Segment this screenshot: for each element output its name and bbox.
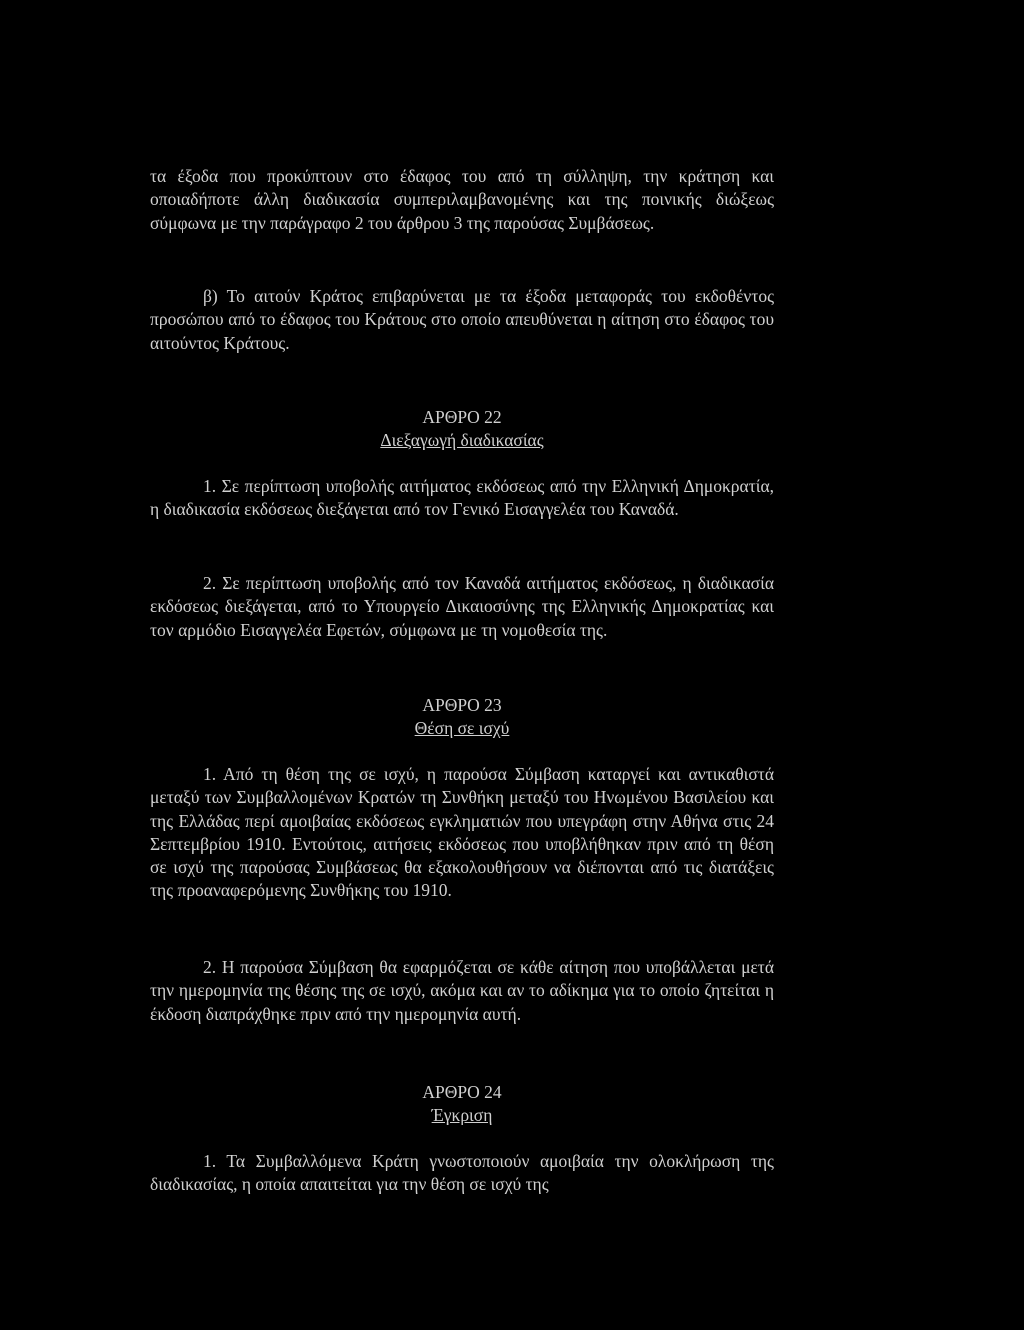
article-23-paragraph-1: 1. Από τη θέση της σε ισχύ, η παρούσα Σύμβαση καταργεί και αντικαθιστά μεταξύ των Συμβαλλομένων Κρατών τη Συνθήκη μεταξύ του Ηνωμένου Βασιλείου και της Ελλάδας περί αμοιβαίας εκδόσεως εγκληματιών που υπεγράφη στην Αθήνα στις 24 Σεπτεμβρίου 1910. Εντούτοις, αιτήσεις εκδόσεως που υποβλήθηκαν πριν από τη θέση σε ισχύ της παρούσας Συμβάσεως θα εξακολουθήσουν να διέπονται από τις διατάξεις της προαναφερόμενης Συνθήκης του 1910.	[150, 764, 774, 901]
article-22-subtitle: Διεξαγωγή διαδικασίας	[380, 430, 544, 450]
article-23-paragraph-2: 2. Η παρούσα Σύμβαση θα εφαρμόζεται σε κάθε αίτηση που υποβάλλεται μετά την ημερομηνία της θέσης της σε ισχύ, ακόμα και αν το αδίκημα για το οποίο ζητείται η έκδοση διαπράχθηκε πριν από την ημερομηνία αυτή.	[150, 957, 774, 1024]
article-23-heading	[150, 694, 774, 740]
article-24-paragraph-1: 1. Τα Συμβαλλόμενα Κράτη γνωστοποιούν αμοιβαία την ολοκλήρωση της διαδικασίας, η οποία απαιτείται για την θέση σε ισχύ της	[150, 1151, 774, 1195]
article-24-title: ΑΡΘΡΟ 24	[422, 1082, 502, 1102]
article-22-title: ΑΡΘΡΟ 22	[422, 407, 502, 427]
article-24-subtitle: Έγκριση	[431, 1105, 493, 1125]
article-22-paragraph-1: 1. Σε περίπτωση υποβολής αιτήματος εκδόσεως από την Ελληνική Δημοκρατία, η διαδικασία εκδόσεως διεξάγεται από τον Γενικό Εισαγγελέα του Καναδά.	[150, 476, 774, 520]
article-22-paragraph-2: 2. Σε περίπτωση υποβολής από τον Καναδά αιτήματος εκδόσεως, η διαδικασία εκδόσεως διεξάγεται, από το Υπουργείο Δικαιοσύνης της Ελληνικής Δημοκρατίας και τον αρμόδιο Εισαγγελέα Εφετών, σύμφωνα με τη νομοθεσία της.	[150, 573, 774, 640]
paragraph-continued: τα έξοδα που προκύπτουν στο έδαφος του από τη σύλληψη, την κράτηση και οποιαδήποτε άλλη διαδικασία συμπεριλαμβανομένης και της ποινικής διώξεως σύμφωνα με την παράγραφο 2 του άρθρου 3 της παρούσας Συμβάσεως.	[150, 166, 774, 233]
article-23-subtitle: Θέση σε ισχύ	[414, 718, 510, 738]
article-23-title: ΑΡΘΡΟ 23	[422, 695, 502, 715]
article-24-heading	[150, 1081, 774, 1127]
paragraph-b: β) Το αιτούν Κράτος επιβαρύνεται με τα έξοδα μεταφοράς του εκδοθέντος προσώπου από το έδαφος του Κράτους στο οποίο απευθύνεται η αίτηση στο έδαφος του αιτούντος Κράτους.	[150, 286, 774, 353]
article-22-heading	[150, 406, 774, 452]
